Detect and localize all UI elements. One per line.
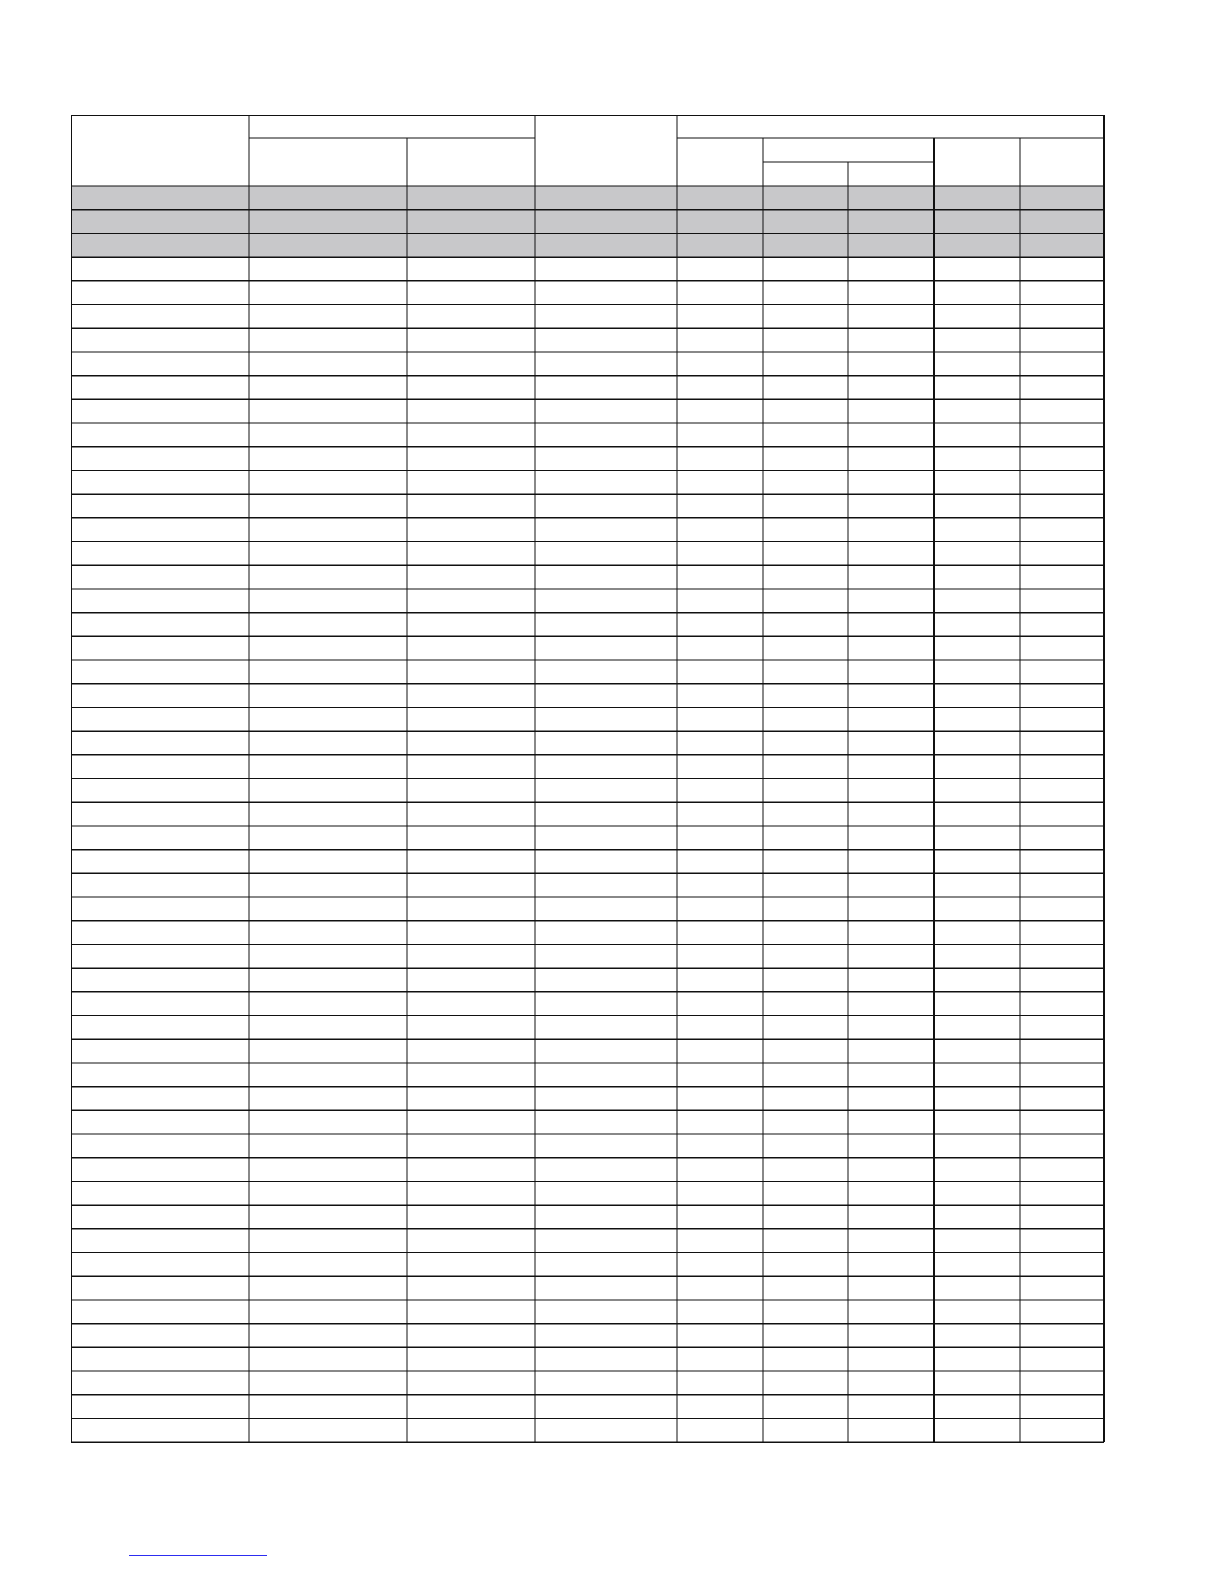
shaded-row bbox=[71, 186, 1104, 210]
table-grid bbox=[71, 115, 1105, 1447]
shaded-row bbox=[71, 233, 1104, 257]
shaded-row bbox=[71, 210, 1104, 234]
blank-form-table bbox=[71, 115, 1105, 1447]
footer-link-underline bbox=[129, 1555, 267, 1556]
